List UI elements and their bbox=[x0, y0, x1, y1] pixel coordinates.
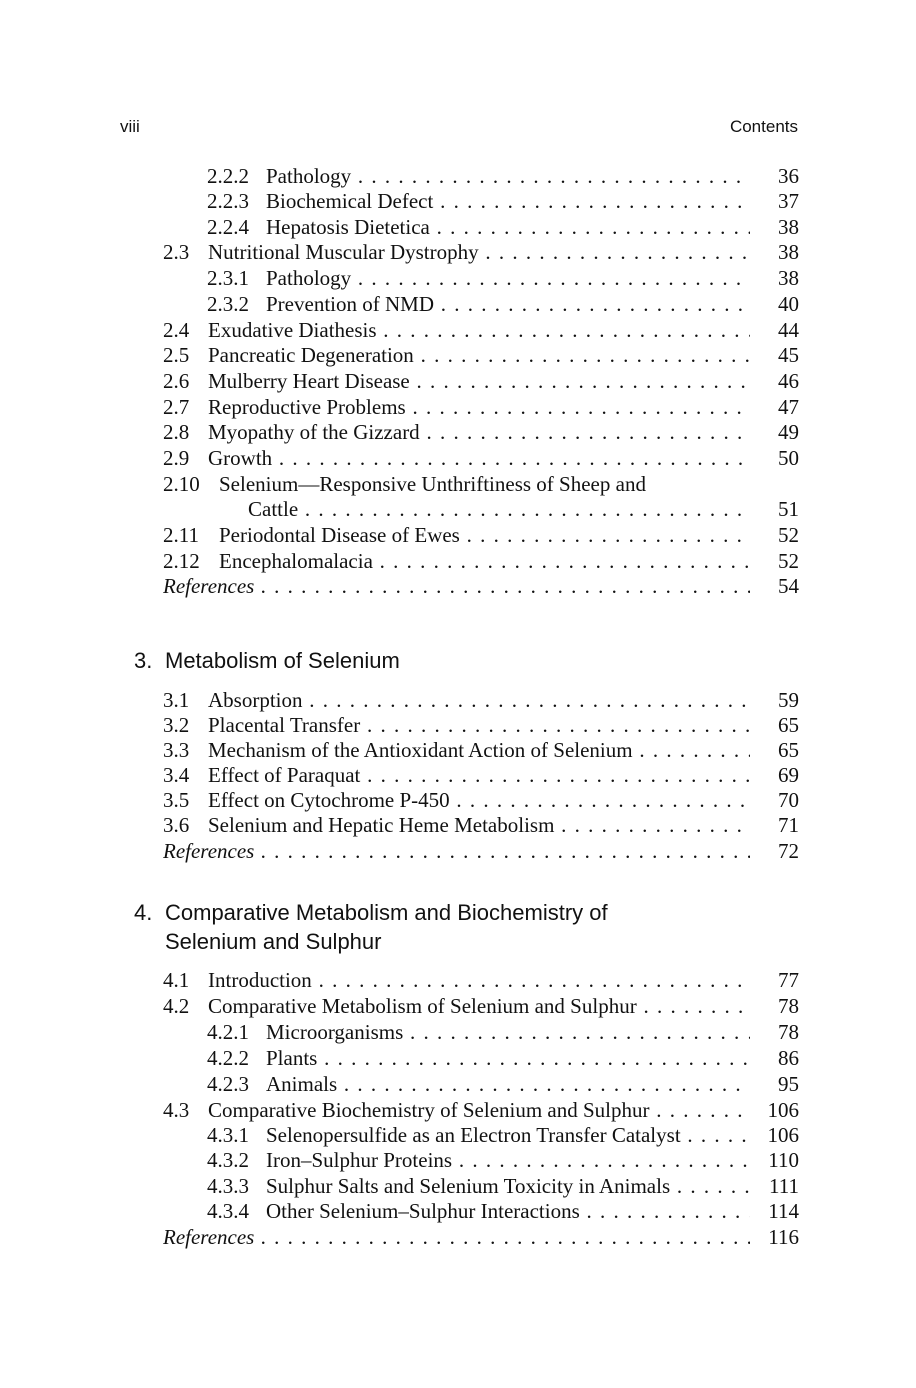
toc-entry bbox=[0, 1198, 916, 1224]
chapter-title: Metabolism of Selenium bbox=[165, 648, 400, 673]
toc-entry bbox=[0, 522, 916, 548]
toc-entry bbox=[0, 342, 916, 368]
toc-entry-number: 4.2.2 bbox=[207, 1046, 249, 1070]
toc-entry bbox=[0, 496, 916, 522]
toc-references bbox=[0, 838, 916, 864]
toc-entry-number: 2.8 bbox=[163, 420, 190, 444]
toc-entry-page: 47 bbox=[778, 395, 799, 419]
toc-entry-number: 4.2 bbox=[163, 994, 190, 1018]
toc-entry-title: Prevention of NMD . . . bbox=[266, 291, 750, 317]
toc-entry-page: 70 bbox=[778, 788, 799, 812]
toc-entry-number: 4.3.4 bbox=[207, 1199, 249, 1223]
toc-entry-title: Absorption . . . bbox=[208, 687, 750, 713]
toc-entry-title: Mechanism of the Antioxidant Action of Selenium . . . bbox=[208, 737, 750, 763]
toc-entry-title: Microorganisms . . . bbox=[266, 1019, 750, 1045]
toc-entry-page: 44 bbox=[778, 318, 799, 342]
toc-entry bbox=[0, 317, 916, 343]
toc-entry bbox=[0, 712, 916, 738]
toc-entry bbox=[0, 1045, 916, 1071]
toc-entry-number: 3.2 bbox=[163, 713, 190, 737]
toc-entry-number: 4.1 bbox=[163, 968, 190, 992]
toc-entry bbox=[0, 1071, 916, 1097]
toc-entry-title: Iron–Sulphur Proteins . . . bbox=[266, 1147, 750, 1173]
toc-entry-number: 3.4 bbox=[163, 763, 190, 787]
toc-entry-page: 78 bbox=[778, 994, 799, 1018]
toc-entry-title: Comparative Metabolism of Selenium and Sulphur . . . bbox=[208, 993, 750, 1019]
toc-entry bbox=[0, 1122, 916, 1148]
toc-entry-title: Animals . . . bbox=[266, 1071, 750, 1097]
toc-entry-title: References . . . bbox=[163, 573, 750, 599]
toc-entry bbox=[0, 445, 916, 471]
toc-entry-page: 110 bbox=[768, 1148, 799, 1172]
chapter-number: 4. bbox=[134, 900, 153, 925]
toc-entry-page: 46 bbox=[778, 369, 799, 393]
toc-entry-number: 4.3.2 bbox=[207, 1148, 249, 1172]
chapter-heading bbox=[0, 898, 916, 956]
toc-entry-number: 2.3 bbox=[163, 240, 190, 264]
toc-entry-number: 4.2.1 bbox=[207, 1020, 249, 1044]
toc-entry-title: Encephalomalacia . . . bbox=[219, 548, 750, 574]
running-title: Contents bbox=[729, 117, 798, 136]
toc-entry bbox=[0, 188, 916, 214]
toc-entry-number: 2.3.1 bbox=[207, 266, 249, 290]
toc-entry bbox=[0, 1019, 916, 1045]
toc-entry-number: 3.6 bbox=[163, 813, 190, 837]
toc-entry-number: 2.4 bbox=[163, 318, 190, 342]
toc-entry-number: 3.3 bbox=[163, 738, 190, 762]
toc-entry-number: 2.6 bbox=[163, 369, 190, 393]
toc-entry bbox=[0, 291, 916, 317]
toc-entry-page: 54 bbox=[778, 574, 799, 598]
toc-entry-page: 59 bbox=[778, 688, 799, 712]
chapter-number: 3. bbox=[134, 648, 153, 673]
toc-entry-page: 37 bbox=[778, 189, 799, 213]
toc-entry-page: 51 bbox=[778, 497, 799, 521]
toc-entry-number: 2.9 bbox=[163, 446, 190, 470]
toc-entry bbox=[0, 419, 916, 445]
toc-entry-number: 2.2.4 bbox=[207, 215, 249, 239]
toc-references bbox=[0, 573, 916, 599]
toc-entry bbox=[0, 812, 916, 838]
toc-entry-number: 2.2.3 bbox=[207, 189, 249, 213]
toc-entry-title: Pathology . . . bbox=[266, 265, 750, 291]
toc-entry bbox=[0, 548, 916, 574]
toc-entry-number: 2.3.2 bbox=[207, 292, 249, 316]
toc-entry-page: 86 bbox=[778, 1046, 799, 1070]
toc-entry-page: 114 bbox=[768, 1199, 799, 1223]
page-number: viii bbox=[120, 117, 140, 136]
toc-entry-page: 95 bbox=[778, 1072, 799, 1096]
toc-entry-title: Other Selenium–Sulphur Interactions . . . bbox=[266, 1198, 750, 1224]
toc-entry-page: 40 bbox=[778, 292, 799, 316]
toc-entry bbox=[0, 239, 916, 265]
toc-entry-title: Selenium and Hepatic Heme Metabolism . . . bbox=[208, 812, 750, 838]
toc-entry-number: 4.3.3 bbox=[207, 1174, 249, 1198]
toc-entry bbox=[0, 394, 916, 420]
toc-entry bbox=[0, 214, 916, 240]
toc-entry-title: Pancreatic Degeneration . . . bbox=[208, 342, 750, 368]
toc-entry-number: 4.3.1 bbox=[207, 1123, 249, 1147]
toc-references bbox=[0, 1224, 916, 1250]
toc-entry-number: 2.10 bbox=[163, 472, 200, 496]
chapter-title: Comparative Metabolism and Biochemistry of bbox=[165, 900, 608, 925]
toc-entry-number: 2.5 bbox=[163, 343, 190, 367]
toc-entry-number: 3.5 bbox=[163, 788, 190, 812]
toc-entry-title: Biochemical Defect . . . bbox=[266, 188, 750, 214]
toc-entry-page: 77 bbox=[778, 968, 799, 992]
toc-entry-title: Hepatosis Dietetica . . . bbox=[266, 214, 750, 240]
toc-entry bbox=[0, 1097, 916, 1123]
toc-entry-page: 65 bbox=[778, 713, 799, 737]
toc-entry bbox=[0, 737, 916, 763]
chapter-heading bbox=[0, 646, 916, 675]
toc-entry-page: 45 bbox=[778, 343, 799, 367]
toc-entry-number: 2.12 bbox=[163, 549, 200, 573]
toc-entry-page: 38 bbox=[778, 266, 799, 290]
toc-entry-number: 3.1 bbox=[163, 688, 190, 712]
toc-entry-page: 49 bbox=[778, 420, 799, 444]
toc-entry bbox=[0, 787, 916, 813]
toc-entry-number: 4.2.3 bbox=[207, 1072, 249, 1096]
toc-entry-page: 50 bbox=[778, 446, 799, 470]
toc-entry-title: Plants . . . bbox=[266, 1045, 750, 1071]
toc-entry-page: 111 bbox=[769, 1174, 799, 1198]
toc-entry bbox=[0, 993, 916, 1019]
toc-entry-title: Effect on Cytochrome P-450 . . . bbox=[208, 787, 750, 813]
toc-entry-page: 78 bbox=[778, 1020, 799, 1044]
toc-entry bbox=[0, 368, 916, 394]
toc-entry bbox=[0, 1147, 916, 1173]
toc-entry-title: Growth . . . bbox=[208, 445, 750, 471]
toc-entry-title: Periodontal Disease of Ewes . . . bbox=[219, 522, 750, 548]
toc-entry-page: 116 bbox=[768, 1225, 799, 1249]
toc-entry-title: Selenium—Responsive Unthriftiness of Sheep and bbox=[219, 472, 646, 496]
toc-entry-title: Comparative Biochemistry of Selenium and Sulphur . . . bbox=[208, 1097, 750, 1123]
toc-entry bbox=[0, 1173, 916, 1199]
toc-entry-page: 65 bbox=[778, 738, 799, 762]
toc-entry-title: References . . . bbox=[163, 838, 750, 864]
toc-entry-page: 38 bbox=[778, 215, 799, 239]
toc-entry-title: Nutritional Muscular Dystrophy . . . bbox=[208, 239, 750, 265]
toc-entry-title: References . . . bbox=[163, 1224, 750, 1250]
toc-entry-title: Myopathy of the Gizzard . . . bbox=[208, 419, 750, 445]
toc-entry-number: 2.7 bbox=[163, 395, 190, 419]
toc-entry bbox=[0, 265, 916, 291]
toc-entry-title: Cattle . . . bbox=[248, 496, 750, 522]
toc-entry bbox=[0, 163, 916, 189]
toc-entry-number: 4.3 bbox=[163, 1098, 190, 1122]
toc-entry-title: Sulphur Salts and Selenium Toxicity in Animals . . . bbox=[266, 1173, 750, 1199]
toc-entry-number: 2.11 bbox=[163, 523, 199, 547]
toc-entry-title: Placental Transfer . . . bbox=[208, 712, 750, 738]
toc-entry-title: Mulberry Heart Disease . . . bbox=[208, 368, 750, 394]
toc-entry bbox=[0, 762, 916, 788]
toc-entry-title: Pathology . . . bbox=[266, 163, 750, 189]
toc-entry-number: 2.2.2 bbox=[207, 164, 249, 188]
toc-entry-page: 52 bbox=[778, 523, 799, 547]
toc-entry-page: 36 bbox=[778, 164, 799, 188]
toc-entry-page: 71 bbox=[778, 813, 799, 837]
toc-entry-page: 106 bbox=[767, 1123, 799, 1147]
toc-entry-page: 106 bbox=[767, 1098, 799, 1122]
toc-entry bbox=[0, 967, 916, 993]
toc-entry-page: 38 bbox=[778, 240, 799, 264]
toc-entry bbox=[0, 471, 916, 497]
toc-entry-title: Exudative Diathesis . . . bbox=[208, 317, 750, 343]
chapter-title-continued: Selenium and Sulphur bbox=[165, 929, 382, 954]
toc-entry-page: 72 bbox=[778, 839, 799, 863]
toc-entry-page: 69 bbox=[778, 763, 799, 787]
toc-entry-title: Effect of Paraquat . . . bbox=[208, 762, 750, 788]
toc-entry-page: 52 bbox=[778, 549, 799, 573]
toc-entry-title: Reproductive Problems . . . bbox=[208, 394, 750, 420]
toc-entry-title: Selenopersulfide as an Electron Transfer Catalyst . . . bbox=[266, 1122, 750, 1148]
toc-entry bbox=[0, 687, 916, 713]
toc-entry-title: Introduction . . . bbox=[208, 967, 750, 993]
